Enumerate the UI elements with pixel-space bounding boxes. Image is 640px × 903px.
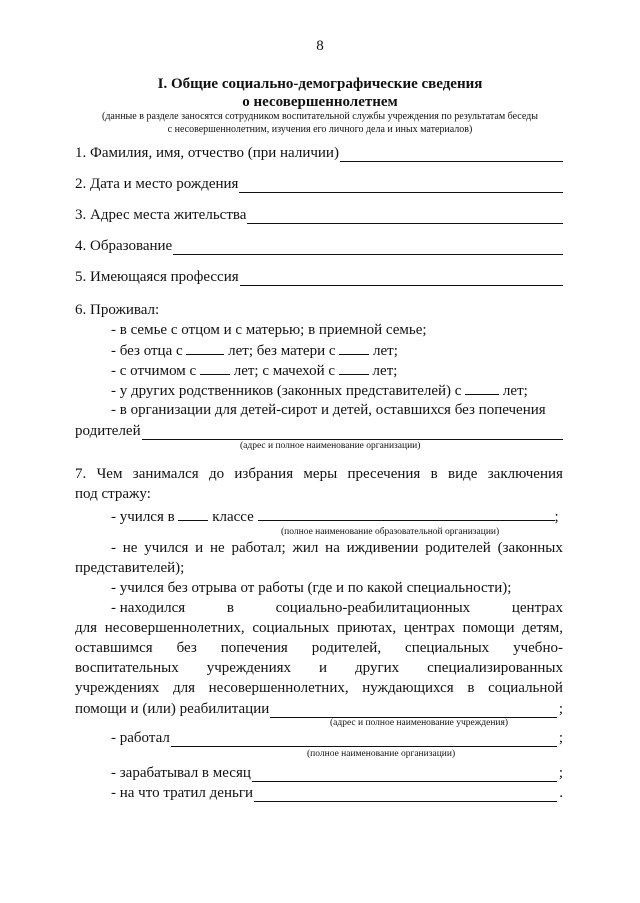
lived-stepparent — [111, 362, 397, 380]
word: не — [122, 540, 138, 556]
field-birth — [75, 173, 563, 193]
lived-orphanage: - в организации для детей-сирот и детей, оставшихся без попечения — [111, 402, 546, 418]
word: без — [176, 640, 197, 656]
occupation-heading — [75, 466, 563, 483]
word: для — [172, 680, 195, 696]
text: лет; — [502, 383, 528, 399]
field-profession — [75, 266, 563, 286]
word: других — [355, 660, 400, 676]
word: для — [75, 620, 98, 636]
centers-line2 — [75, 620, 563, 637]
text: ; — [554, 509, 559, 525]
word: центрах — [403, 620, 455, 636]
word: пресечения — [347, 466, 421, 482]
field-label: - работал — [111, 730, 170, 746]
text: - учился в — [111, 509, 175, 525]
word: работал; — [231, 540, 286, 556]
word: учился — [144, 540, 189, 556]
lived-relatives — [111, 382, 528, 400]
centers-line5 — [75, 680, 563, 697]
lived-family: - в семье с отцом и с матерью; в приемной семье; — [111, 322, 427, 338]
word: Чем — [96, 466, 123, 482]
studied-while-working: - учился без отрыва от работы (где и по какой специальности); — [111, 580, 512, 596]
text: ; — [558, 730, 563, 746]
section-title-line2: о несовершеннолетнем — [242, 94, 398, 110]
word: виде — [448, 466, 478, 482]
word: - находился — [111, 600, 186, 616]
field-label: 4. Образование — [75, 238, 173, 254]
field-label: 3. Адрес места жительства — [75, 207, 247, 223]
word: на — [325, 540, 340, 556]
word: нуждающихся — [362, 680, 454, 696]
word: учреждениях — [206, 660, 292, 676]
word: несовершеннолетних, — [208, 680, 349, 696]
text: лет; с мачехой с — [233, 363, 336, 379]
section-note-line2: с несовершеннолетним, изучения его личного дела и иных материалов) — [167, 124, 473, 135]
field-label: - зарабатывал в месяц — [111, 765, 251, 781]
word: специальных — [405, 640, 490, 656]
word: и — [319, 660, 328, 676]
spent-line[interactable] — [254, 787, 557, 802]
word: 7. — [75, 466, 87, 482]
lived-heading: 6. Проживал: — [75, 302, 160, 318]
years-blank[interactable] — [339, 342, 369, 355]
text: лет; — [373, 343, 398, 359]
text: . — [559, 785, 563, 801]
centers-line4 — [75, 660, 563, 677]
field-label: 5. Имеющаяся профессия — [75, 269, 239, 285]
word: не — [209, 540, 225, 556]
rehab-field — [75, 698, 563, 718]
birth-line[interactable] — [239, 178, 563, 193]
not-working-line2: представителей); — [75, 560, 185, 576]
field-full-name — [75, 142, 563, 162]
worked-line[interactable] — [171, 732, 557, 747]
word: детям, — [522, 620, 563, 636]
earned-field — [111, 762, 563, 782]
years-blank[interactable] — [339, 362, 369, 375]
word: родителей — [425, 540, 491, 556]
text: лет; — [372, 363, 398, 379]
field-label: 2. Дата и место рождения — [75, 176, 239, 192]
orphanage-line[interactable] — [142, 425, 563, 440]
text: - у других родственников (законных представителей) с — [111, 383, 462, 399]
word: заключения — [487, 466, 563, 482]
class-blank[interactable] — [178, 508, 208, 521]
word: приютах, — [336, 620, 397, 636]
word: жил — [292, 540, 319, 556]
section-note: (данные в разделе заносятся сотрудником воспитательной службы учреждения по результатам беседы — [102, 111, 538, 122]
school-caption: (полное наименование образовательной организации) — [281, 527, 500, 537]
text: ; — [558, 765, 563, 781]
field-education — [75, 235, 563, 255]
word: воспитательных — [75, 660, 179, 676]
word: меры — [303, 466, 338, 482]
section-title: I. Общие социально-демографические сведения — [157, 76, 483, 92]
school-blank[interactable] — [258, 508, 555, 521]
years-blank[interactable] — [465, 382, 499, 395]
orphanage-field — [75, 420, 563, 440]
text: - без отца с — [111, 343, 183, 359]
field-label: - на что тратил деньги — [111, 785, 253, 801]
word: учебно- — [513, 640, 563, 656]
word: занимался — [132, 466, 199, 482]
word: - — [111, 540, 116, 556]
years-blank[interactable] — [200, 362, 230, 375]
word: социальных — [252, 620, 330, 636]
text: классе — [212, 509, 254, 525]
centers-line1 — [111, 600, 563, 617]
rehab-caption: (адрес и полное наименование учреждения) — [330, 718, 509, 728]
not-working — [111, 540, 563, 557]
word: оставшимся — [75, 640, 153, 656]
field-label: родителей — [75, 423, 141, 439]
word: помощи — [462, 620, 515, 636]
word: социально-реабилитационных — [275, 600, 471, 616]
years-blank[interactable] — [186, 342, 224, 355]
word: в — [226, 600, 234, 616]
text: лет; без матери с — [228, 343, 336, 359]
word: избрания — [234, 466, 294, 482]
word: в — [467, 680, 475, 696]
word: попечения — [220, 640, 288, 656]
worked-caption: (полное наименование организации) — [307, 749, 456, 759]
word: до — [208, 466, 225, 482]
profession-line[interactable] — [240, 271, 563, 286]
earned-line[interactable] — [252, 767, 557, 782]
word: социальной — [488, 680, 563, 696]
full-name-line[interactable] — [340, 147, 563, 162]
word: иждивении — [346, 540, 419, 556]
word: и — [195, 540, 204, 556]
address-line[interactable] — [247, 209, 563, 224]
studied-class — [111, 508, 559, 526]
word: в — [430, 466, 438, 482]
word: центрах — [511, 600, 563, 616]
page-number: 8 — [316, 38, 324, 54]
spent-field — [111, 782, 563, 802]
word: (законных — [497, 540, 563, 556]
worked-field — [111, 727, 563, 747]
centers-line3 — [75, 640, 563, 657]
field-label: помощи и (или) реабилитации — [75, 701, 270, 717]
text: - с отчимом с — [111, 363, 197, 379]
education-line[interactable] — [173, 240, 563, 255]
field-address — [75, 204, 563, 224]
field-label: 1. Фамилия, имя, отчество (при наличии) — [75, 145, 339, 161]
word: специализированных — [427, 660, 563, 676]
word: родителей, — [311, 640, 382, 656]
word: несовершеннолетних, — [104, 620, 245, 636]
text: ; — [558, 701, 563, 717]
lived-without-parent — [111, 342, 398, 360]
orphanage-caption: (адрес и полное наименование организации) — [240, 441, 421, 451]
occupation-heading-line2: под стражу: — [75, 486, 151, 502]
rehab-line[interactable] — [270, 703, 557, 718]
word: учреждениях — [75, 680, 160, 696]
